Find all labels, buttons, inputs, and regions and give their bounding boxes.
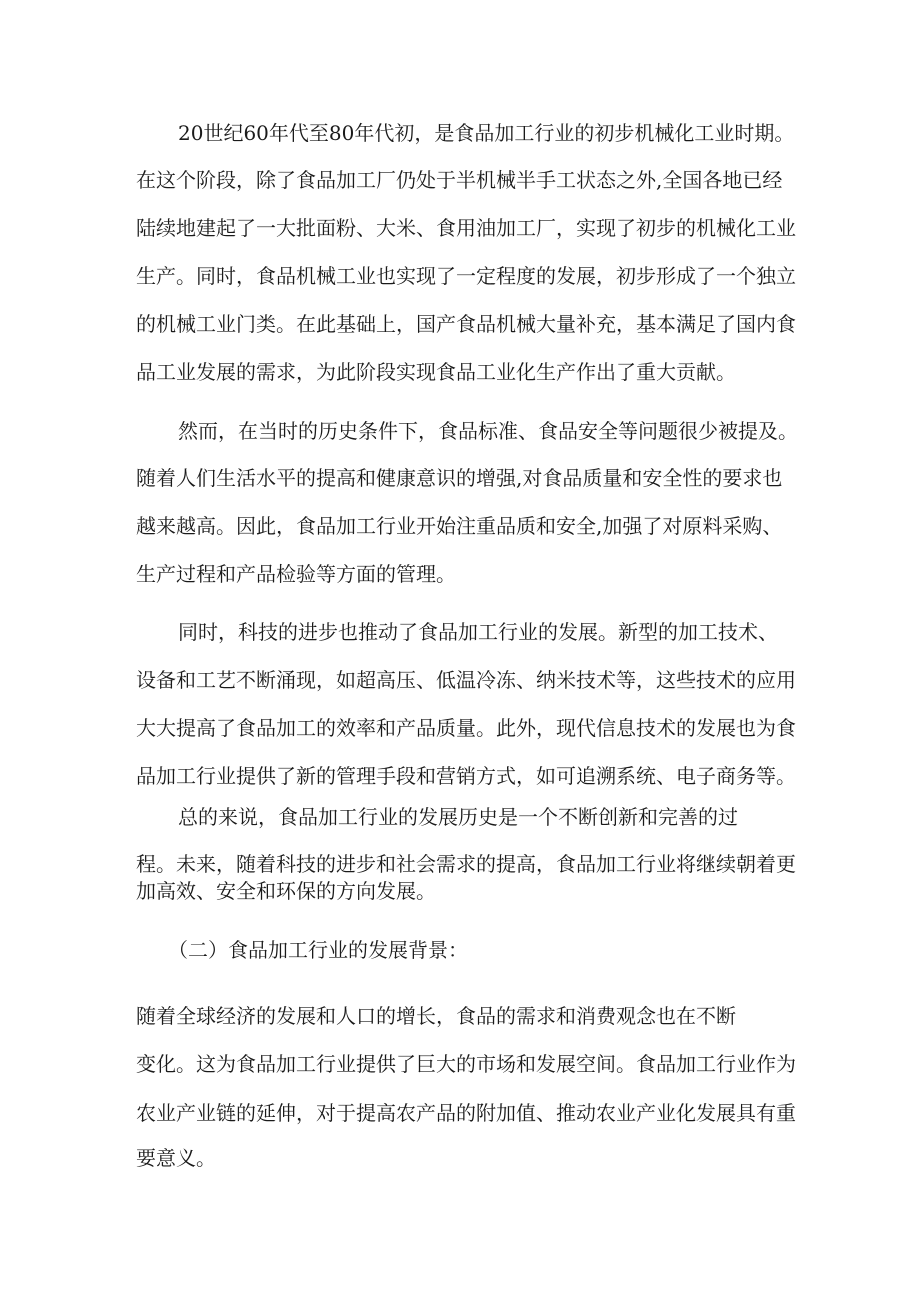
paragraph-1-line-5: 的机械工业门类。在此基础上，国产食品机械大量补充，基本满足了国内食: [136, 312, 796, 336]
paragraph-1-line-2: 在这个阶段，除了食品加工厂仍处于半机械半手工状态之外,全国各地已经: [136, 168, 783, 192]
paragraph-1-line-4: 生产。同时，食品机械工业也实现了一定程度的发展，初步形成了一个独立: [136, 264, 796, 288]
paragraph-4-line-2: 程。未来，随着科技的进步和社会需求的提高，食品加工行业将继续朝着更: [136, 852, 796, 876]
paragraph-1-line-1: 20世纪60年代至80年代初，是食品加工行业的初步机械化工业时期。: [178, 121, 795, 145]
paragraph-3-line-2: 设备和工艺不断涌现，如超高压、低温冷冻、纳米技术等，这些技术的应用: [136, 668, 796, 692]
paragraph-6-line-2: 变化。这为食品加工行业提供了巨大的市场和发展空间。食品加工行业作为: [136, 1052, 796, 1076]
paragraph-3-line-3: 大大提高了食品加工的效率和产品质量。此外，现代信息技术的发展也为食: [136, 716, 796, 740]
paragraph-4-line-3: 加高效、安全和环保的方向发展。: [136, 879, 436, 903]
paragraph-3-line-4: 品加工行业提供了新的管理手段和营销方式，如可追溯系统、电子商务等。: [136, 764, 796, 788]
paragraph-2-line-3: 越来越高。因此，食品加工行业开始注重品质和安全,加强了对原料采购、: [136, 514, 783, 538]
paragraph-1-line-6: 品工业发展的需求，为此阶段实现食品工业化生产作出了重大贡献。: [136, 360, 736, 384]
paragraph-6-line-1: 随着全球经济的发展和人口的增长，食品的需求和消费观念也在不断: [136, 1004, 736, 1028]
section-heading: （二）食品加工行业的发展背景：: [168, 938, 468, 962]
paragraph-2-line-2: 随着人们生活水平的提高和健康意识的增强,对食品质量和安全性的要求也: [136, 466, 783, 490]
paragraph-2-line-4: 生产过程和产品检验等方面的管理。: [136, 562, 456, 586]
paragraph-6-line-4: 要意义。: [136, 1146, 216, 1170]
paragraph-3-line-1: 同时，科技的进步也推动了食品加工行业的发展。新型的加工技术、: [178, 620, 778, 644]
paragraph-2-line-1: 然而，在当时的历史条件下，食品标准、食品安全等问题很少被提及。: [178, 419, 798, 443]
paragraph-6-line-3: 农业产业链的延伸，对于提高农产品的附加值、推动农业产业化发展具有重: [136, 1101, 796, 1125]
paragraph-1-line-3: 陆续地建起了一大批面粉、大米、食用油加工厂，实现了初步的机械化工业: [136, 216, 796, 240]
paragraph-4-line-1: 总的来说，食品加工行业的发展历史是一个不断创新和完善的过: [178, 805, 738, 829]
